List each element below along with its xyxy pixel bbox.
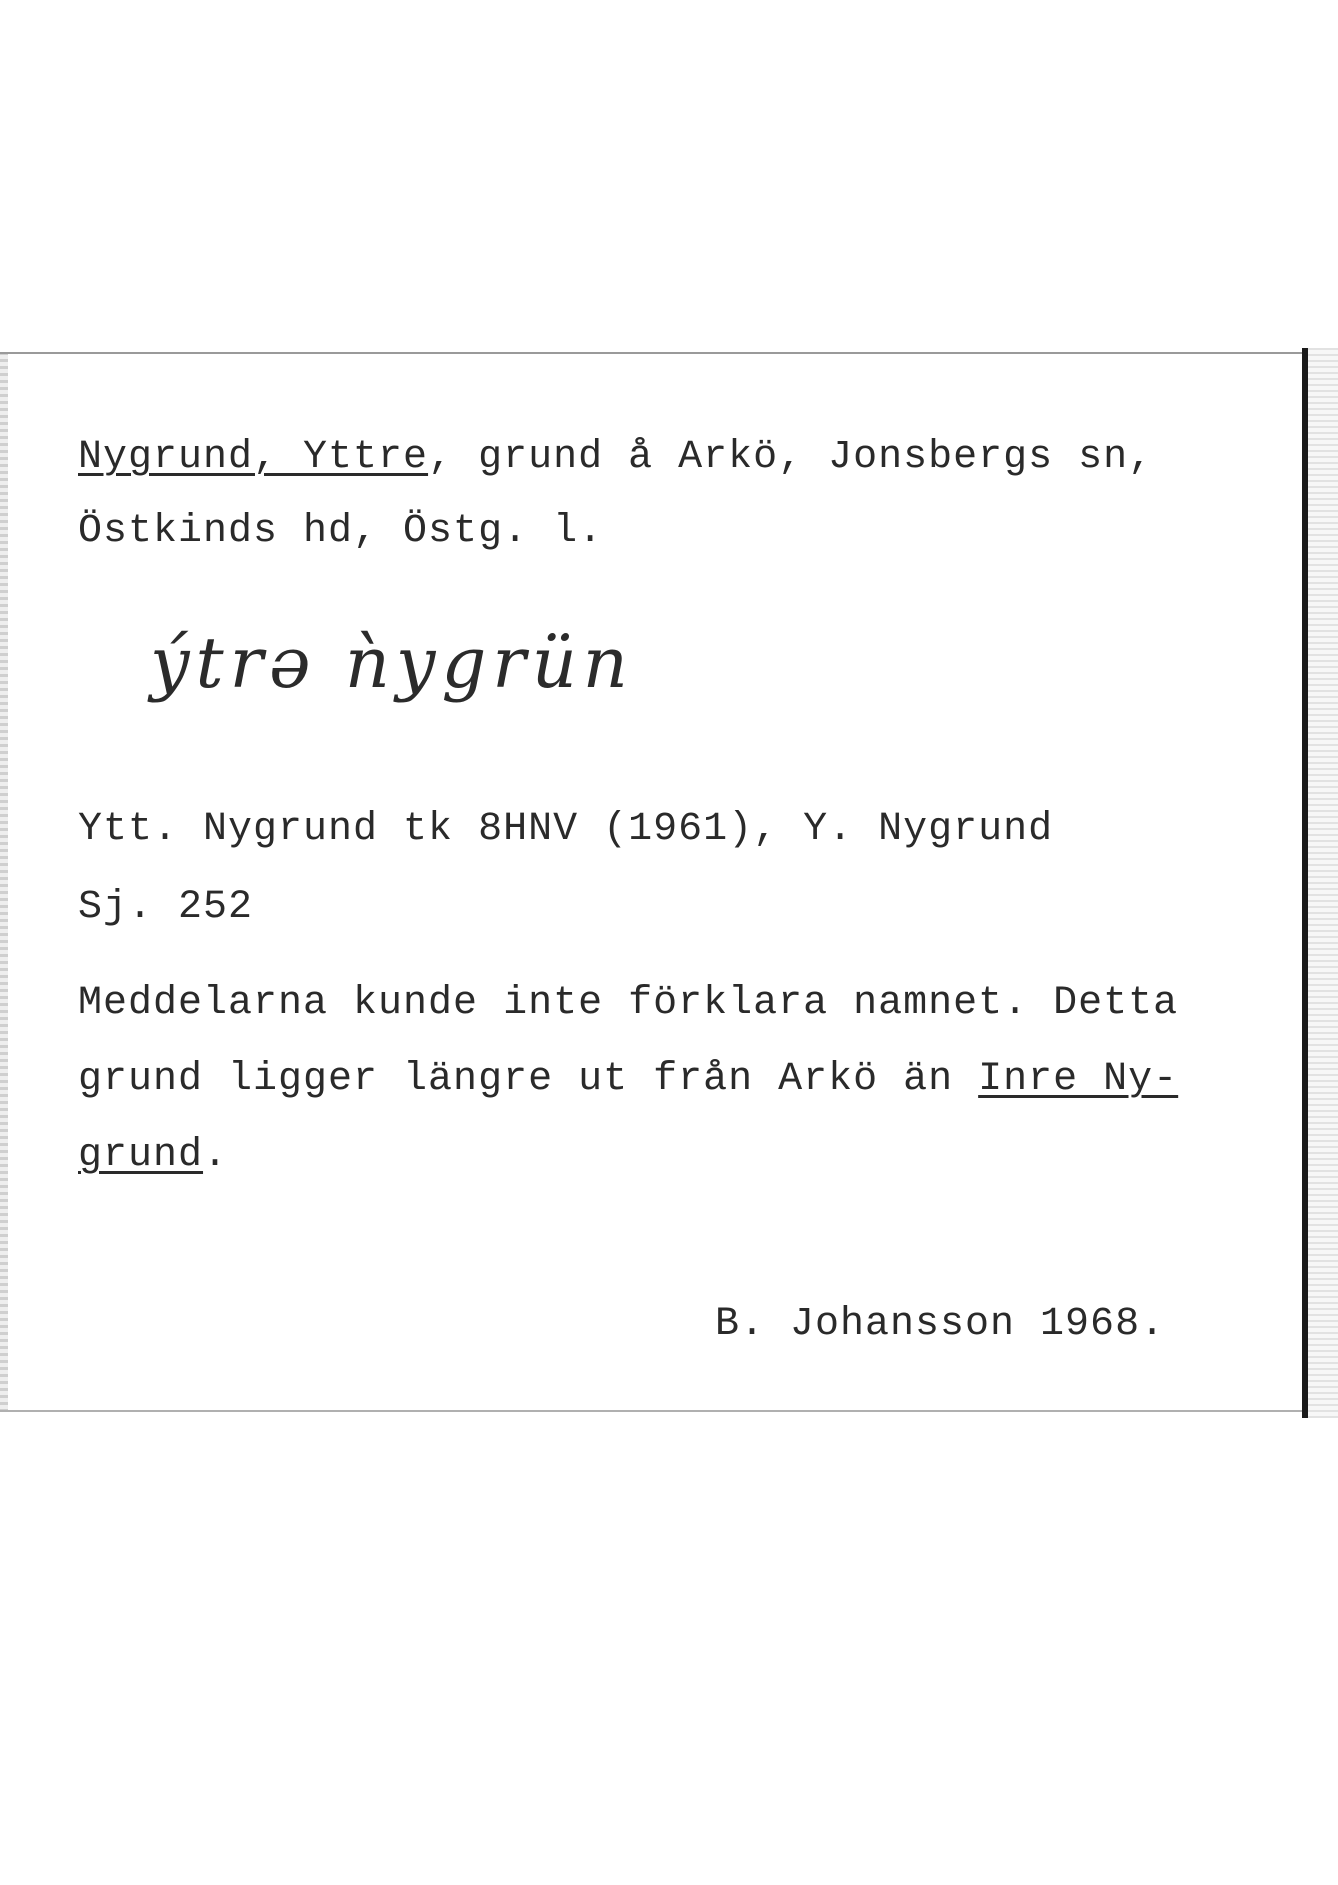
place-description: , grund å Arkö, Jonsbergs sn, [428, 435, 1154, 480]
note-text: grund ligger längre ut från Arkö än [78, 1057, 979, 1102]
card-heading [78, 435, 1154, 480]
scan-margin [1308, 348, 1338, 1418]
phonetic-transcription: ýtrə ǹygrün [150, 622, 634, 704]
cross-reference-continued: grund [78, 1133, 204, 1178]
cross-reference: Inre Ny- [978, 1057, 1179, 1102]
note-line-2 [78, 1057, 1179, 1102]
note-period: . [203, 1133, 229, 1178]
note-line-1: Meddelarna kunde inte förklara namnet. Detta [78, 981, 1179, 1026]
sources-line-2: Sj. 252 [78, 885, 254, 930]
note-line-3 [78, 1133, 229, 1178]
place-name: Nygrund, Yttre [78, 435, 429, 480]
location-line: Östkinds hd, Östg. l. [78, 509, 604, 554]
sources-line-1: Ytt. Nygrund tk 8HNV (1961), Y. Nygrund [78, 807, 1054, 852]
signature: B. Johansson 1968. [715, 1302, 1166, 1347]
